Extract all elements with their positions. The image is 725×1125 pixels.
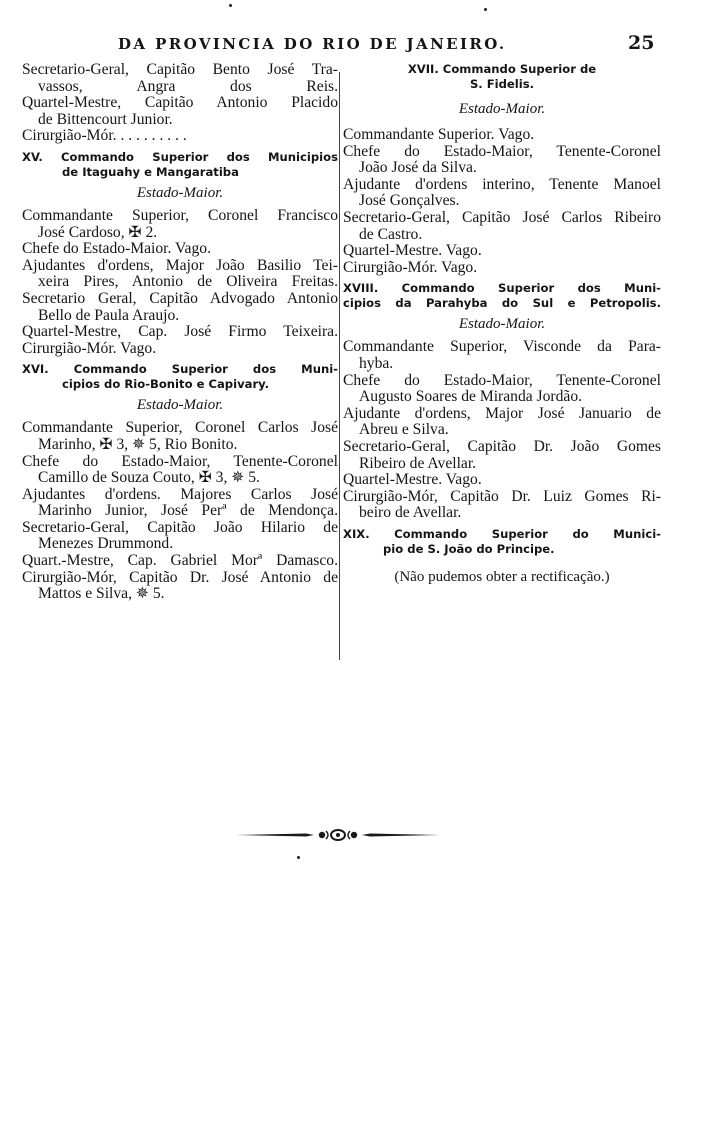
section-subtitle: Estado-Maior. xyxy=(136,184,224,201)
text-line: Menezes Drummond. xyxy=(38,535,174,553)
text-line: Cirurgião-Mór. . . . . . . . . . xyxy=(22,127,187,145)
running-header xyxy=(0,32,725,58)
print-speck xyxy=(484,8,487,11)
text-line: Ajudantes d'ordens, Major João Basilio Tei- xyxy=(22,256,338,274)
text-line: Secretario Geral, Capitão Advogado Antonio xyxy=(22,289,338,307)
text-line: Commandante Superior, Coronel Carlos José xyxy=(22,419,338,437)
text-line: Quartel-Mestre, Capitão Antonio Placido xyxy=(22,94,338,112)
text-line: hyba. xyxy=(359,354,394,372)
text-line: Cirurgião-Mór, Capitão Dr. José Antonio de xyxy=(22,568,338,586)
section-heading: pio de S. João do Principe. xyxy=(383,541,555,556)
section-note: (Não pudemos obter a rectificação.) xyxy=(394,568,610,585)
text-line: Commandante Superior, Visconde da Para- xyxy=(343,338,661,356)
page-title: DA PROVINCIA DO RIO DE JANEIRO. xyxy=(118,35,507,53)
text-line: Quart.-Mestre, Cap. Gabriel Morª Damasco. xyxy=(22,552,338,570)
print-speck xyxy=(297,856,300,859)
text-line: Chefe do Estado-Maior, Tenente-Coronel xyxy=(343,371,661,389)
tailpiece-ornament xyxy=(236,826,440,844)
section-heading: XV. Commando Superior dos Municipios xyxy=(22,149,338,164)
left-column xyxy=(22,62,338,603)
text-line: Cirurgião-Mór, Capitão Dr. Luiz Gomes Ri- xyxy=(343,487,661,505)
text-line: Abreu e Silva. xyxy=(359,421,449,439)
text-line: Ajudantes d'ordens. Majores Carlos José xyxy=(22,485,338,503)
right-column xyxy=(343,62,661,586)
section-xv xyxy=(22,150,338,357)
section-heading: XIX. Commando Superior do Munici- xyxy=(343,526,661,541)
text-line: Marinho Junior, José Perª de Mendonça. xyxy=(38,502,338,520)
section-subtitle: Estado-Maior. xyxy=(136,397,224,414)
text-line: Bello de Paula Araujo. xyxy=(38,306,180,324)
print-speck xyxy=(229,4,232,7)
text-line: Cirurgião-Mór. Vago. xyxy=(343,258,478,276)
page-number: 25 xyxy=(628,32,655,54)
text-line: de Bittencourt Junior. xyxy=(38,110,173,128)
text-line: Secretario-Geral, Capitão Dr. João Gomes xyxy=(343,437,661,455)
section-heading: XVI. Commando Superior dos Muni- xyxy=(22,362,338,377)
text-line: Commandante Superior. Vago. xyxy=(343,126,535,143)
text-line: Ajudante d'ordens interino, Tenente Manoel xyxy=(343,175,661,193)
text-line: Augusto Soares de Miranda Jordão. xyxy=(359,388,583,406)
text-line: Camillo de Souza Couto, ✠ 3, ✵ 5. xyxy=(38,469,260,487)
section-xiv-tail xyxy=(22,62,338,145)
text-line: Quartel-Mestre. Vago. xyxy=(343,471,482,489)
section-heading: XVII. Commando Superior de xyxy=(407,62,597,76)
text-line: Commandante Superior, Coronel Francisco xyxy=(22,206,338,224)
section-heading: XVIII. Commando Superior dos Muni- xyxy=(343,281,661,296)
text-line: Secretario-Geral, Capitão José Carlos Ribeiro xyxy=(343,208,661,226)
column-divider xyxy=(339,72,340,660)
text-line: xeira Pires, Antonio de Oliveira Freitas. xyxy=(38,273,338,291)
text-line: Chefe do Estado-Maior, Tenente-Coronel xyxy=(343,142,661,160)
text-line: José Gonçalves. xyxy=(359,192,460,210)
section-heading: cipios do Rio-Bonito e Capivary. xyxy=(62,377,270,392)
section-xvii xyxy=(343,62,661,276)
section-heading: S. Fidelis. xyxy=(469,77,535,91)
text-line: Ribeiro de Avellar. xyxy=(359,454,477,472)
text-line: Cirurgião-Mór. Vago. xyxy=(22,339,157,357)
text-line: vassos, Angra dos Reis. xyxy=(38,77,338,95)
text-line: Quartel-Mestre. Vago. xyxy=(343,242,482,260)
text-line: Chefe do Estado-Maior, Tenente-Coronel xyxy=(22,452,338,470)
text-line: beiro de Avellar. xyxy=(359,504,462,522)
text-line: Secretario-Geral, Capitão João Hilario de xyxy=(22,518,338,536)
text-line: Secretario-Geral, Capitão Bento José Tra- xyxy=(22,61,338,78)
section-xix xyxy=(343,527,661,586)
section-heading: cipios da Parahyba do Sul e Petropolis. xyxy=(343,296,661,311)
text-line: Marinho, ✠ 3, ✵ 5, Rio Bonito. xyxy=(38,435,238,453)
section-subtitle: Estado-Maior. xyxy=(458,101,546,117)
text-line: Chefe do Estado-Maior. Vago. xyxy=(22,240,211,258)
text-line: João José da Silva. xyxy=(359,159,477,177)
section-xviii xyxy=(343,281,661,522)
section-heading: de Itaguahy e Mangaratiba xyxy=(62,164,239,179)
text-line: Ajudante d'ordens, Major José Januario de xyxy=(343,404,661,422)
text-line: José Cardoso, ✠ 2. xyxy=(38,223,158,241)
section-xvi xyxy=(22,362,338,603)
text-line: de Castro. xyxy=(359,225,423,243)
text-line: Mattos e Silva, ✵ 5. xyxy=(38,585,165,603)
section-subtitle: Estado-Maior. xyxy=(458,316,546,333)
text-line: Quartel-Mestre, Cap. José Firmo Teixeira. xyxy=(22,323,338,341)
